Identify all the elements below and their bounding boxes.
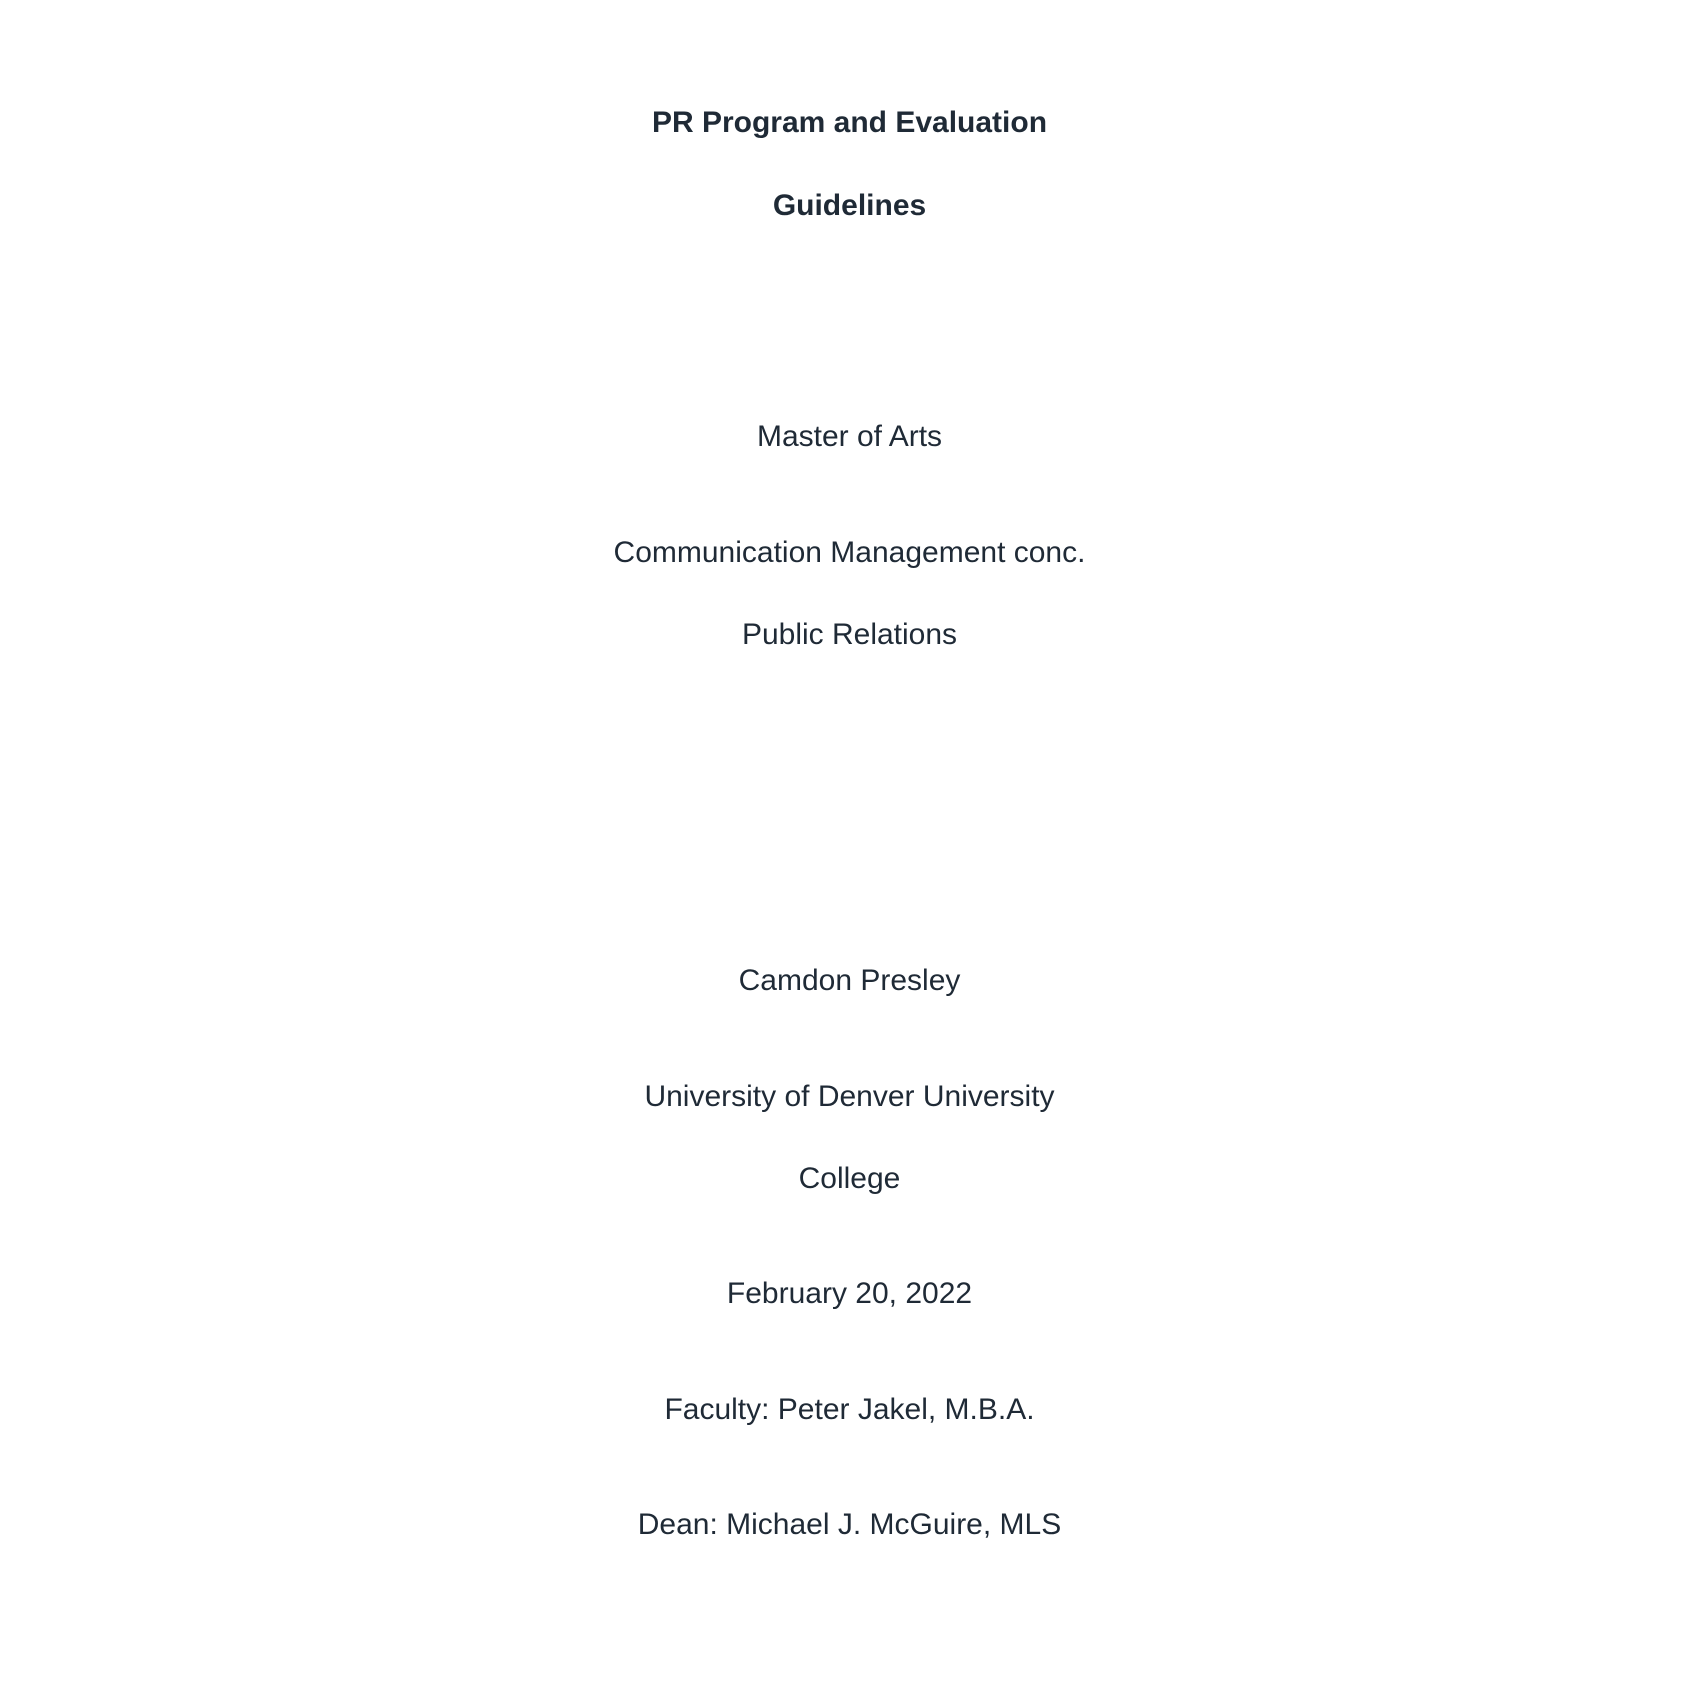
- institution-line-2: College: [798, 1162, 901, 1195]
- dean-text: Dean: Michael J. McGuire, MLS: [637, 1508, 1062, 1541]
- author-name: Camdon Presley: [738, 964, 961, 997]
- degree-text: Master of Arts: [756, 420, 943, 453]
- institution-line-1: University of Denver University: [644, 1080, 1055, 1113]
- concentration-text: Communication Management conc.: [613, 536, 1086, 569]
- faculty-text: Faculty: Peter Jakel, M.B.A.: [664, 1393, 1035, 1426]
- field-text: Public Relations: [741, 618, 958, 651]
- title-line-2: Guidelines: [772, 189, 927, 222]
- title-line-1: PR Program and Evaluation: [651, 106, 1048, 139]
- date-text: February 20, 2022: [726, 1277, 973, 1310]
